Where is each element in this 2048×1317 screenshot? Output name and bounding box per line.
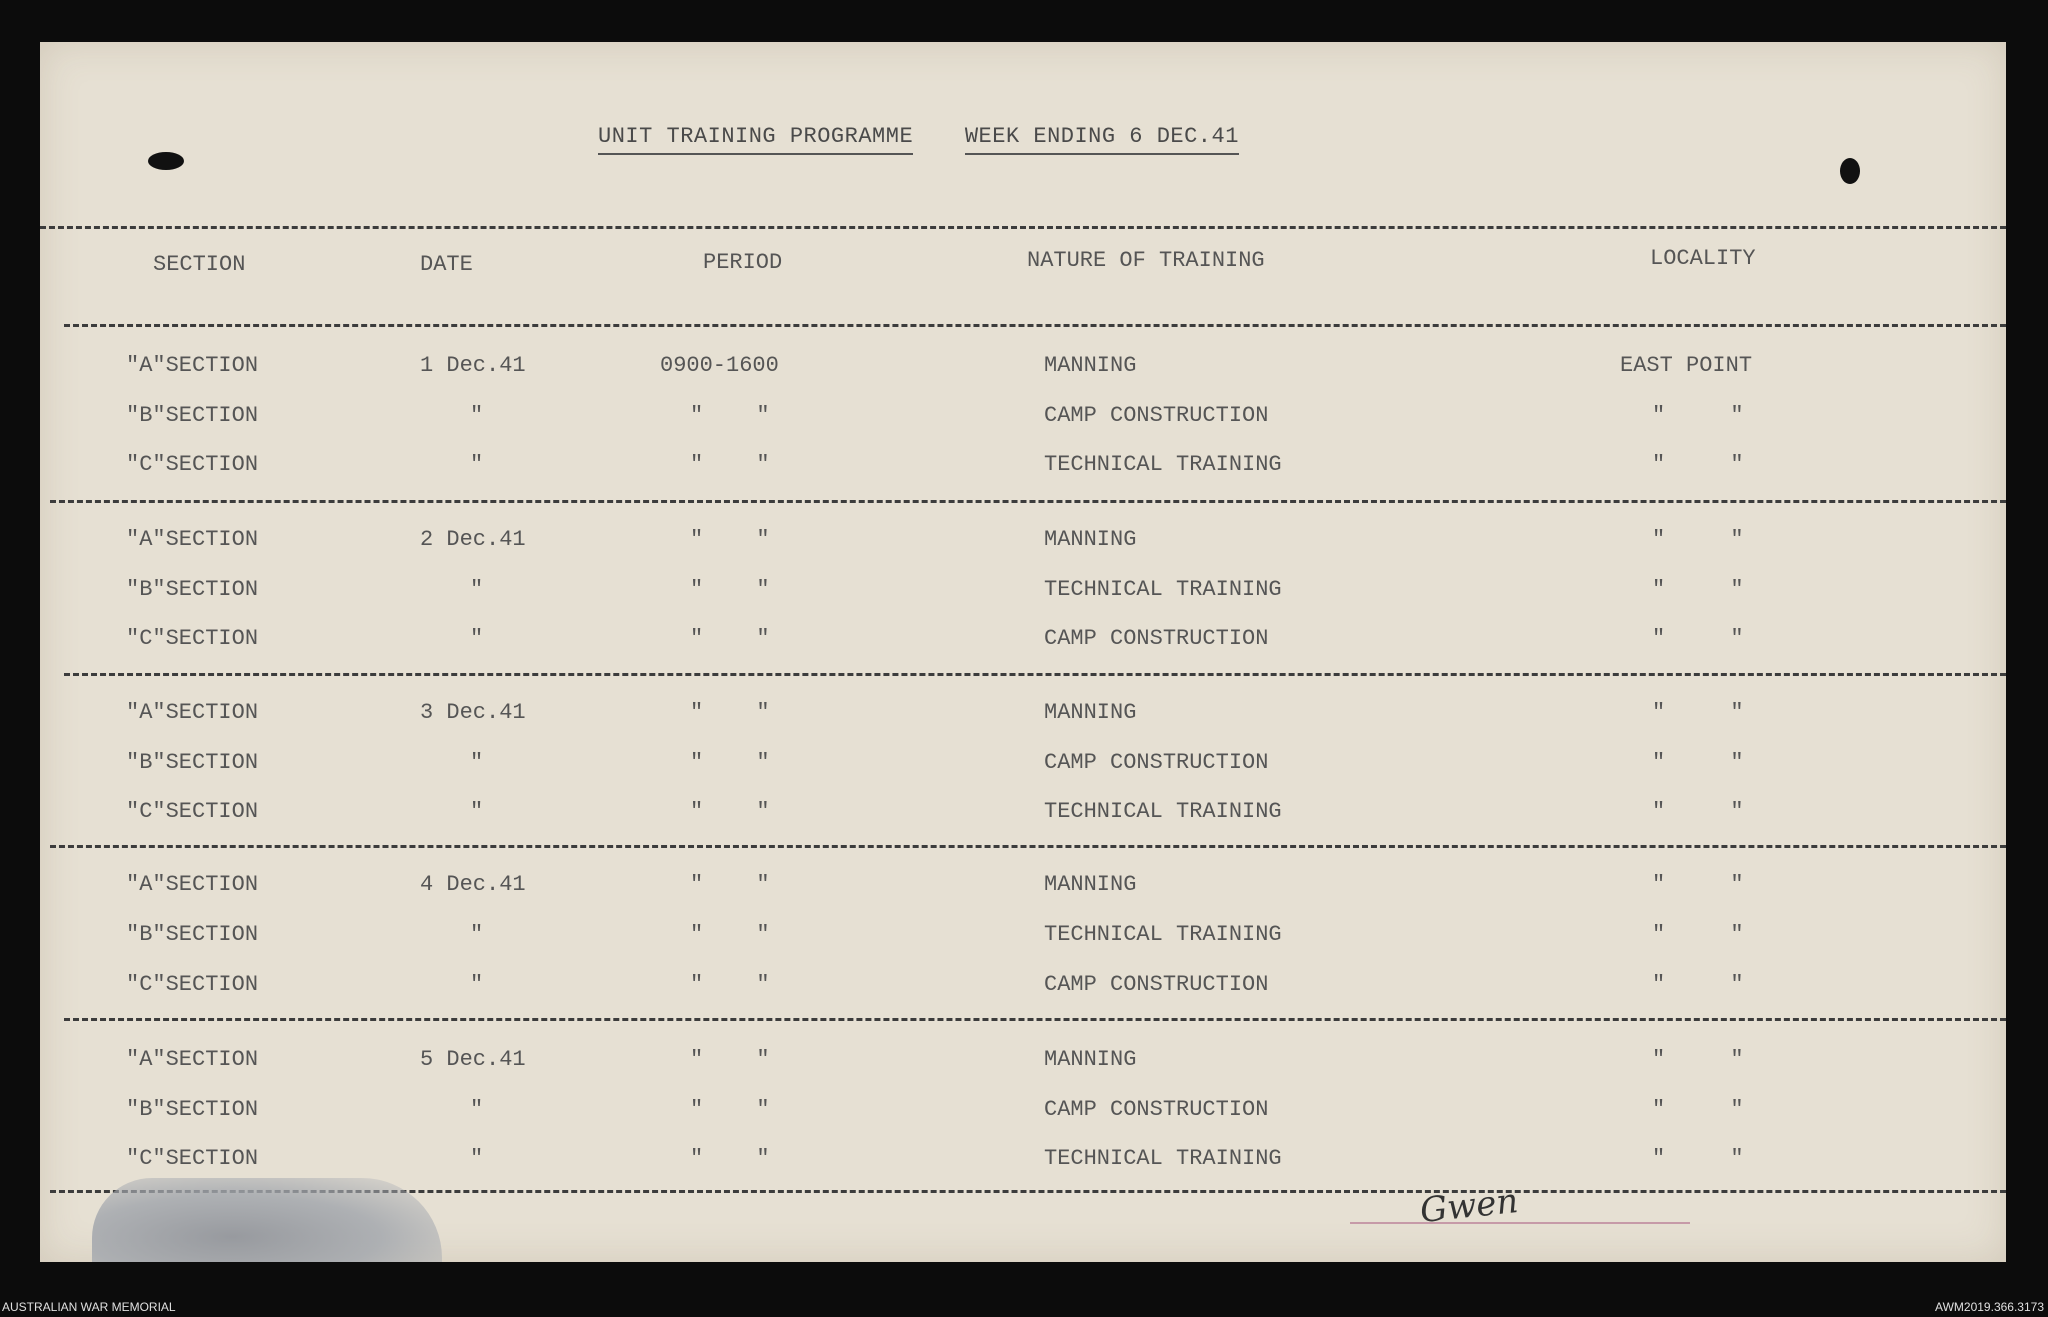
cell-nature: CAMP CONSTRUCTION xyxy=(1044,626,1269,651)
footer-institution: AUSTRALIAN WAR MEMORIAL xyxy=(2,1300,176,1314)
cell-section: "C"SECTION xyxy=(126,626,259,651)
cell-period: " " xyxy=(690,750,770,775)
cell-nature: MANNING xyxy=(1044,1047,1137,1072)
cell-nature: CAMP CONSTRUCTION xyxy=(1044,750,1269,775)
cell-section: "B"SECTION xyxy=(126,1097,259,1122)
cell-nature: MANNING xyxy=(1044,700,1137,725)
cell-period: " " xyxy=(690,872,770,897)
cell-date: " xyxy=(470,922,484,947)
cell-period: " " xyxy=(690,799,770,824)
header-top-rule xyxy=(40,226,2006,229)
page-title xyxy=(598,124,1277,149)
cell-section: "A"SECTION xyxy=(126,1047,259,1072)
cell-nature: TECHNICAL TRAINING xyxy=(1044,577,1282,602)
header-section: SECTION xyxy=(153,252,246,277)
cell-nature: MANNING xyxy=(1044,872,1137,897)
cell-section: "A"SECTION xyxy=(126,353,259,378)
stamp-line xyxy=(1350,1222,1690,1224)
cell-nature: TECHNICAL TRAINING xyxy=(1044,799,1282,824)
cell-nature: TECHNICAL TRAINING xyxy=(1044,452,1282,477)
day-group-rule xyxy=(50,500,2006,503)
cell-period: " " xyxy=(690,1047,770,1072)
cell-nature: CAMP CONSTRUCTION xyxy=(1044,1097,1269,1122)
cell-date: 4 Dec.41 xyxy=(420,872,526,897)
cell-locality: " " xyxy=(1652,577,1744,602)
cell-date: " xyxy=(470,577,484,602)
punch-hole-right xyxy=(1840,158,1860,184)
cell-date: 3 Dec.41 xyxy=(420,700,526,725)
cell-date: " xyxy=(470,452,484,477)
stamp-mark xyxy=(92,1178,442,1262)
cell-period: " " xyxy=(690,1146,770,1171)
header-locality: LOCALITY xyxy=(1650,246,1756,271)
cell-section: "C"SECTION xyxy=(126,799,259,824)
cell-period: " " xyxy=(690,577,770,602)
cell-period: " " xyxy=(690,700,770,725)
cell-locality: " " xyxy=(1652,872,1744,897)
cell-locality: " " xyxy=(1652,972,1744,997)
cell-nature: TECHNICAL TRAINING xyxy=(1044,922,1282,947)
punch-hole-left xyxy=(148,152,184,170)
cell-nature: MANNING xyxy=(1044,353,1137,378)
cell-locality: " " xyxy=(1652,700,1744,725)
cell-date: 2 Dec.41 xyxy=(420,527,526,552)
cell-section: "C"SECTION xyxy=(126,452,259,477)
cell-period: " " xyxy=(690,626,770,651)
day-group-rule xyxy=(64,1018,2006,1021)
cell-nature: TECHNICAL TRAINING xyxy=(1044,1146,1282,1171)
day-group-rule xyxy=(50,845,2006,848)
cell-section: "A"SECTION xyxy=(126,527,259,552)
cell-locality: EAST POINT xyxy=(1620,353,1753,378)
header-bottom-rule xyxy=(64,324,2006,327)
cell-locality: " " xyxy=(1652,626,1744,651)
cell-period: " " xyxy=(690,403,770,428)
cell-locality: " " xyxy=(1652,527,1744,552)
cell-locality: " " xyxy=(1652,403,1744,428)
day-group-rule xyxy=(64,673,2006,676)
cell-nature: MANNING xyxy=(1044,527,1137,552)
cell-date: " xyxy=(470,403,484,428)
cell-section: "A"SECTION xyxy=(126,872,259,897)
cell-locality: " " xyxy=(1652,1047,1744,1072)
cell-locality: " " xyxy=(1652,799,1744,824)
cell-nature: CAMP CONSTRUCTION xyxy=(1044,972,1269,997)
cell-date: 5 Dec.41 xyxy=(420,1047,526,1072)
cell-date: " xyxy=(470,750,484,775)
cell-locality: " " xyxy=(1652,1097,1744,1122)
cell-section: "B"SECTION xyxy=(126,577,259,602)
cell-section: "C"SECTION xyxy=(126,1146,259,1171)
cell-nature: CAMP CONSTRUCTION xyxy=(1044,403,1269,428)
header-nature-of-training: NATURE OF TRAINING xyxy=(1027,248,1265,273)
cell-locality: " " xyxy=(1652,750,1744,775)
header-period: PERIOD xyxy=(703,250,783,275)
cell-locality: " " xyxy=(1652,452,1744,477)
cell-section: "B"SECTION xyxy=(126,922,259,947)
cell-date: " xyxy=(470,1146,484,1171)
cell-period: 0900-1600 xyxy=(660,353,779,378)
footer-accession: AWM2019.366.3173 xyxy=(1935,1300,2044,1314)
cell-period: " " xyxy=(690,972,770,997)
cell-section: "B"SECTION xyxy=(126,403,259,428)
cell-date: " xyxy=(470,1097,484,1122)
cell-period: " " xyxy=(690,1097,770,1122)
cell-section: "B"SECTION xyxy=(126,750,259,775)
cell-locality: " " xyxy=(1652,1146,1744,1171)
cell-date: 1 Dec.41 xyxy=(420,353,526,378)
title-programme: UNIT TRAINING PROGRAMME xyxy=(598,124,913,155)
cell-period: " " xyxy=(690,527,770,552)
cell-date: " xyxy=(470,972,484,997)
cell-date: " xyxy=(470,799,484,824)
document-page xyxy=(40,42,2006,1262)
cell-period: " " xyxy=(690,922,770,947)
title-week-ending: WEEK ENDING 6 DEC.41 xyxy=(965,124,1239,155)
cell-locality: " " xyxy=(1652,922,1744,947)
cell-section: "A"SECTION xyxy=(126,700,259,725)
header-date: DATE xyxy=(420,252,473,277)
signature: Gwen xyxy=(1418,1180,1521,1232)
cell-date: " xyxy=(470,626,484,651)
cell-section: "C"SECTION xyxy=(126,972,259,997)
cell-period: " " xyxy=(690,452,770,477)
